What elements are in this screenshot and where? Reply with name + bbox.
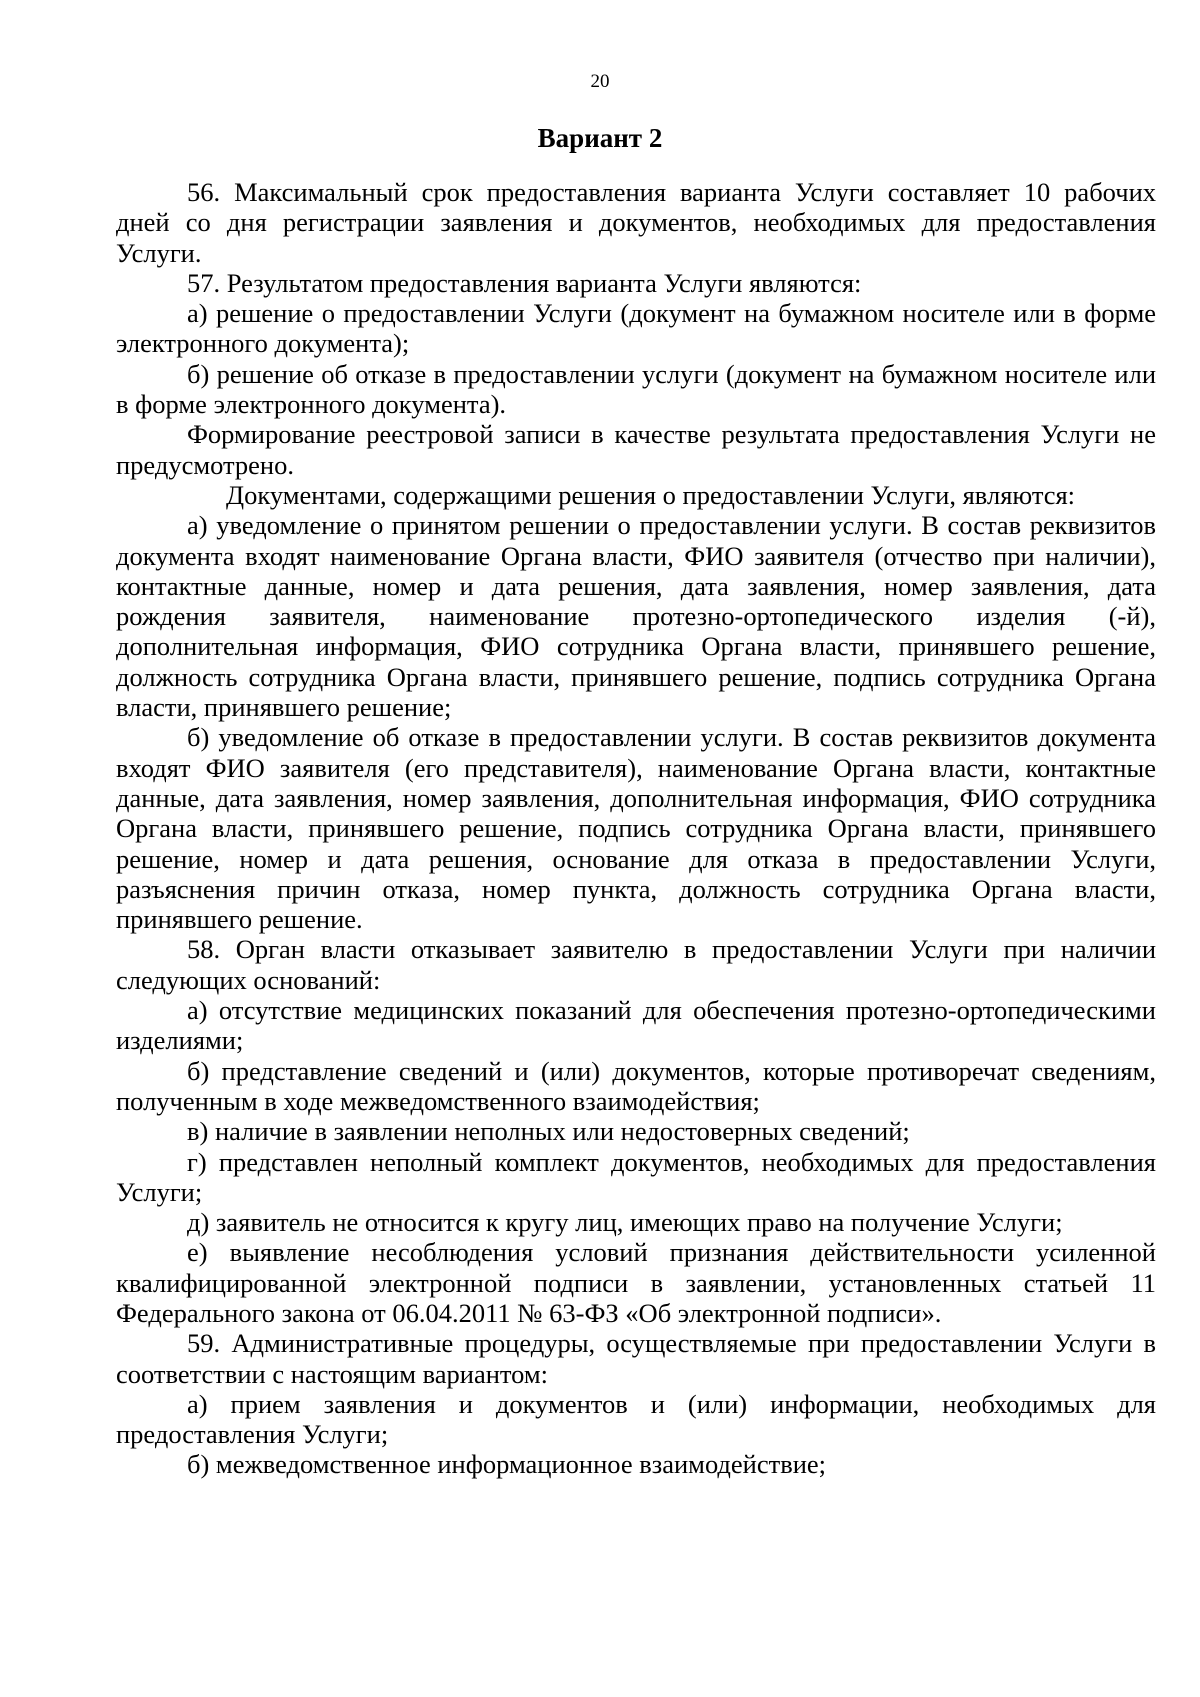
paragraph-57-documents-item-a: а) уведомление о принятом решении о предоставлении услуги. В состав реквизитов документа входят наименование Органа власти, ФИО заявителя (отчество при наличии), контактные данные, номер и дата решения, дата заявления, номер заявления, дата рождения заявителя, наименование протезно-ортопедического изделия (-й), дополнительная информация, ФИО сотрудника Органа власти, принявшего решение, должность сотрудника Органа власти, принявшего решение, подпись сотрудника Органа власти, принявшего решение; [116, 510, 1156, 723]
paragraph-56: 56. Максимальный срок предоставления варианта Услуги составляет 10 рабочих дней со дня регистрации заявления и документов, необходимых для предоставления Услуги. [116, 177, 1156, 268]
paragraph-57-item-b: б) решение об отказе в предоставлении услуги (документ на бумажном носителе или в форме электронного документа). [116, 358, 1156, 420]
paragraph-58-item-v: в) наличие в заявлении неполных или недостоверных сведений; [187, 1116, 910, 1147]
paragraph-58: 58. Орган власти отказывает заявителю в предоставлении Услуги при наличии следующих оснований: [116, 934, 1156, 995]
page-number: 20 [590, 71, 610, 92]
paragraph-59-item-b: б) межведомственное информационное взаимодействие; [187, 1449, 827, 1480]
paragraph-58-item-a: а) отсутствие медицинских показаний для обеспечения протезно-ортопедическими изделиями; [116, 995, 1156, 1056]
paragraph-57-documents-item-b: б) уведомление об отказе в предоставлении услуги. В состав реквизитов документа входят ФИО заявителя (его представителя), наименование Органа власти, контактные данные, дата заявления, номер заявления, дополнительная информация, ФИО сотрудника Органа власти, принявшего решение, подпись сотрудника Органа власти, принявшего решение, номер и дата решения, основание для отказа в предоставлении Услуги, разъяснения причин отказа, номер пункта, должность сотрудника Органа власти, принявшего решение. [116, 722, 1156, 935]
document-body [116, 177, 1156, 1480]
paragraph-57-documents-intro: Документами, содержащими решения о предоставлении Услуги, являются: [226, 479, 1076, 510]
paragraph-57-item-a: а) решение о предоставлении Услуги (документ на бумажном носителе или в форме электронного документа); [116, 298, 1156, 359]
paragraph-59: 59. Административные процедуры, осуществляемые при предоставлении Услуги в соответствии с настоящим вариантом: [116, 1328, 1156, 1389]
paragraph-57: 57. Результатом предоставления варианта Услуги являются: [187, 267, 862, 298]
paragraph-59-item-a: а) прием заявления и документов и (или) информации, необходимых для предоставления Услуги; [116, 1388, 1156, 1450]
paragraph-57-registry-note: Формирование реестровой записи в качестве результата предоставления Услуги не предусмотрено. [116, 419, 1156, 480]
section-heading: Вариант 2 [537, 123, 663, 153]
paragraph-58-item-e: е) выявление несоблюдения условий признания действительности усиленной квалифицированной электронной подписи в заявлении, установленных статьей 11 Федерального закона от 06.04.2011 № 63-ФЗ «Об электронной подписи». [116, 1237, 1156, 1328]
paragraph-58-item-g: г) представлен неполный комплект документов, необходимых для предоставления Услуги; [116, 1146, 1156, 1207]
paragraph-58-item-b: б) представление сведений и (или) документов, которые противоречат сведениям, полученным в ходе межведомственного взаимодействия; [116, 1055, 1156, 1116]
paragraph-58-item-d: д) заявитель не относится к кругу лиц, имеющих право на получение Услуги; [187, 1207, 1063, 1238]
